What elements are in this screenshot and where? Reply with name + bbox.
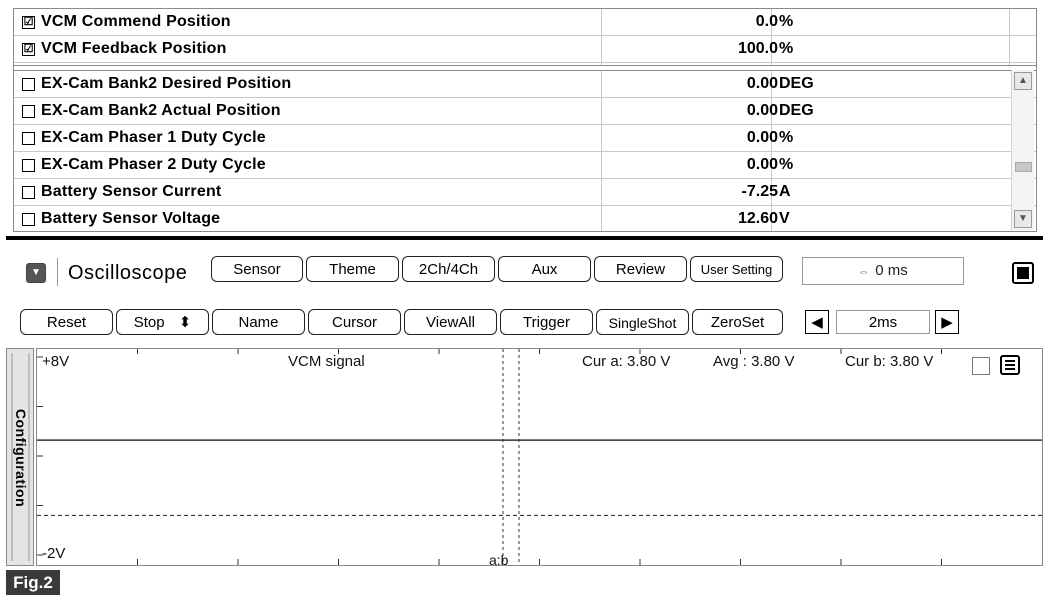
sensor-name: VCM Feedback Position <box>41 40 227 57</box>
table-row[interactable] <box>14 179 1036 206</box>
row-checkbox[interactable]: ☑ <box>23 43 34 55</box>
sensor-value: 0.00 <box>746 102 778 119</box>
table-row[interactable] <box>14 71 1036 98</box>
name-button[interactable]: Name <box>212 309 305 335</box>
sensor-unit: % <box>779 40 794 57</box>
sensor-name: EX-Cam Bank2 Actual Position <box>41 102 281 119</box>
stop-icon[interactable] <box>1012 262 1034 284</box>
channel-mode-button[interactable]: 2Ch/4Ch <box>402 256 495 282</box>
table-row[interactable] <box>14 98 1036 125</box>
configuration-tab[interactable] <box>6 348 34 566</box>
row-checkbox[interactable] <box>22 213 35 226</box>
time-delta-icon: ⇔ <box>858 266 870 278</box>
viewall-button[interactable]: ViewAll <box>404 309 497 335</box>
cursor-b-readout: Cur b: 3.80 V <box>845 353 934 370</box>
menu-icon[interactable] <box>1000 355 1020 375</box>
toolbar-separator <box>57 258 58 286</box>
sensor-unit: % <box>779 13 794 30</box>
sensor-name: EX-Cam Phaser 2 Duty Cycle <box>41 156 266 173</box>
sensor-value: 0.00 <box>746 156 778 173</box>
time-division: 2ms <box>836 310 930 334</box>
row-checkbox[interactable] <box>22 159 35 172</box>
stop-spinner-icon: ⬍ <box>178 314 192 331</box>
time-increase-icon[interactable]: ▶ <box>935 310 959 334</box>
theme-button[interactable]: Theme <box>306 256 399 282</box>
scroll-up-icon[interactable]: ▲ <box>1014 72 1032 90</box>
sensor-button[interactable]: Sensor <box>211 256 303 282</box>
row-checkbox[interactable] <box>22 78 35 91</box>
row-checkbox[interactable] <box>22 132 35 145</box>
reset-button[interactable]: Reset <box>20 309 113 335</box>
stop-button[interactable] <box>116 309 209 335</box>
panel-divider[interactable] <box>6 236 1043 240</box>
cursor-a-readout: Cur a: 3.80 V <box>582 353 671 370</box>
sensor-value: 0.0 <box>755 13 778 30</box>
sensor-name: EX-Cam Bank2 Desired Position <box>41 75 292 92</box>
average-readout: Avg : 3.80 V <box>713 353 795 370</box>
scope-checkbox[interactable] <box>972 357 990 375</box>
y-min-label: -2V <box>42 545 66 562</box>
sensor-value: 0.00 <box>746 75 778 92</box>
time-decrease-icon[interactable]: ◀ <box>805 310 829 334</box>
table-row[interactable] <box>14 152 1036 179</box>
sensor-value: 0.00 <box>746 129 778 146</box>
cursor-ab-label: a:b <box>489 552 509 568</box>
table-row[interactable] <box>14 125 1036 152</box>
sensor-unit: DEG <box>779 75 814 92</box>
time-readout <box>802 257 964 285</box>
table-row[interactable] <box>14 9 1036 36</box>
user-setting-button[interactable]: User Setting <box>690 256 783 282</box>
scope-display[interactable] <box>36 348 1043 566</box>
oscilloscope-title: Oscilloscope <box>68 262 188 284</box>
figure-label: Fig.2 <box>6 570 60 595</box>
table-row[interactable] <box>14 206 1036 230</box>
row-checkbox[interactable]: ☑ <box>23 16 34 28</box>
sensor-unit: % <box>779 156 794 173</box>
sensor-unit: V <box>779 210 790 227</box>
singleshot-button[interactable]: SingleShot <box>596 309 689 335</box>
cursor-button[interactable]: Cursor <box>308 309 401 335</box>
scroll-thumb[interactable] <box>1015 162 1032 172</box>
sensor-name: VCM Commend Position <box>41 13 231 30</box>
time-readout-value: 0 ms <box>875 262 908 279</box>
sensor-value: 12.60 <box>737 210 778 227</box>
review-button[interactable]: Review <box>594 256 687 282</box>
y-max-label: +8V <box>42 353 70 370</box>
stop-button-label: Stop <box>133 314 165 331</box>
sensor-name: Battery Sensor Voltage <box>41 210 221 227</box>
sensor-unit: DEG <box>779 102 814 119</box>
sensor-unit: % <box>779 129 794 146</box>
sensor-value: 100.0 <box>737 40 778 57</box>
sensor-unit: A <box>779 183 791 200</box>
trigger-button[interactable]: Trigger <box>500 309 593 335</box>
collapse-panel-icon[interactable]: ▼ <box>26 263 46 283</box>
sensor-data-table <box>13 8 1037 232</box>
sensor-value: -7.25 <box>741 183 778 200</box>
signal-name: VCM signal <box>288 353 365 370</box>
table-row[interactable] <box>14 36 1036 63</box>
sensor-name: EX-Cam Phaser 1 Duty Cycle <box>41 129 266 146</box>
sensor-name: Battery Sensor Current <box>41 183 222 200</box>
aux-button[interactable]: Aux <box>498 256 591 282</box>
scroll-down-icon[interactable]: ▼ <box>1014 210 1032 228</box>
scope-plot <box>37 349 1042 565</box>
table-scrollbar[interactable] <box>1011 70 1034 230</box>
row-checkbox[interactable] <box>22 186 35 199</box>
configuration-label: Configuration <box>13 408 29 508</box>
zeroset-button[interactable]: ZeroSet <box>692 309 783 335</box>
row-checkbox[interactable] <box>22 105 35 118</box>
